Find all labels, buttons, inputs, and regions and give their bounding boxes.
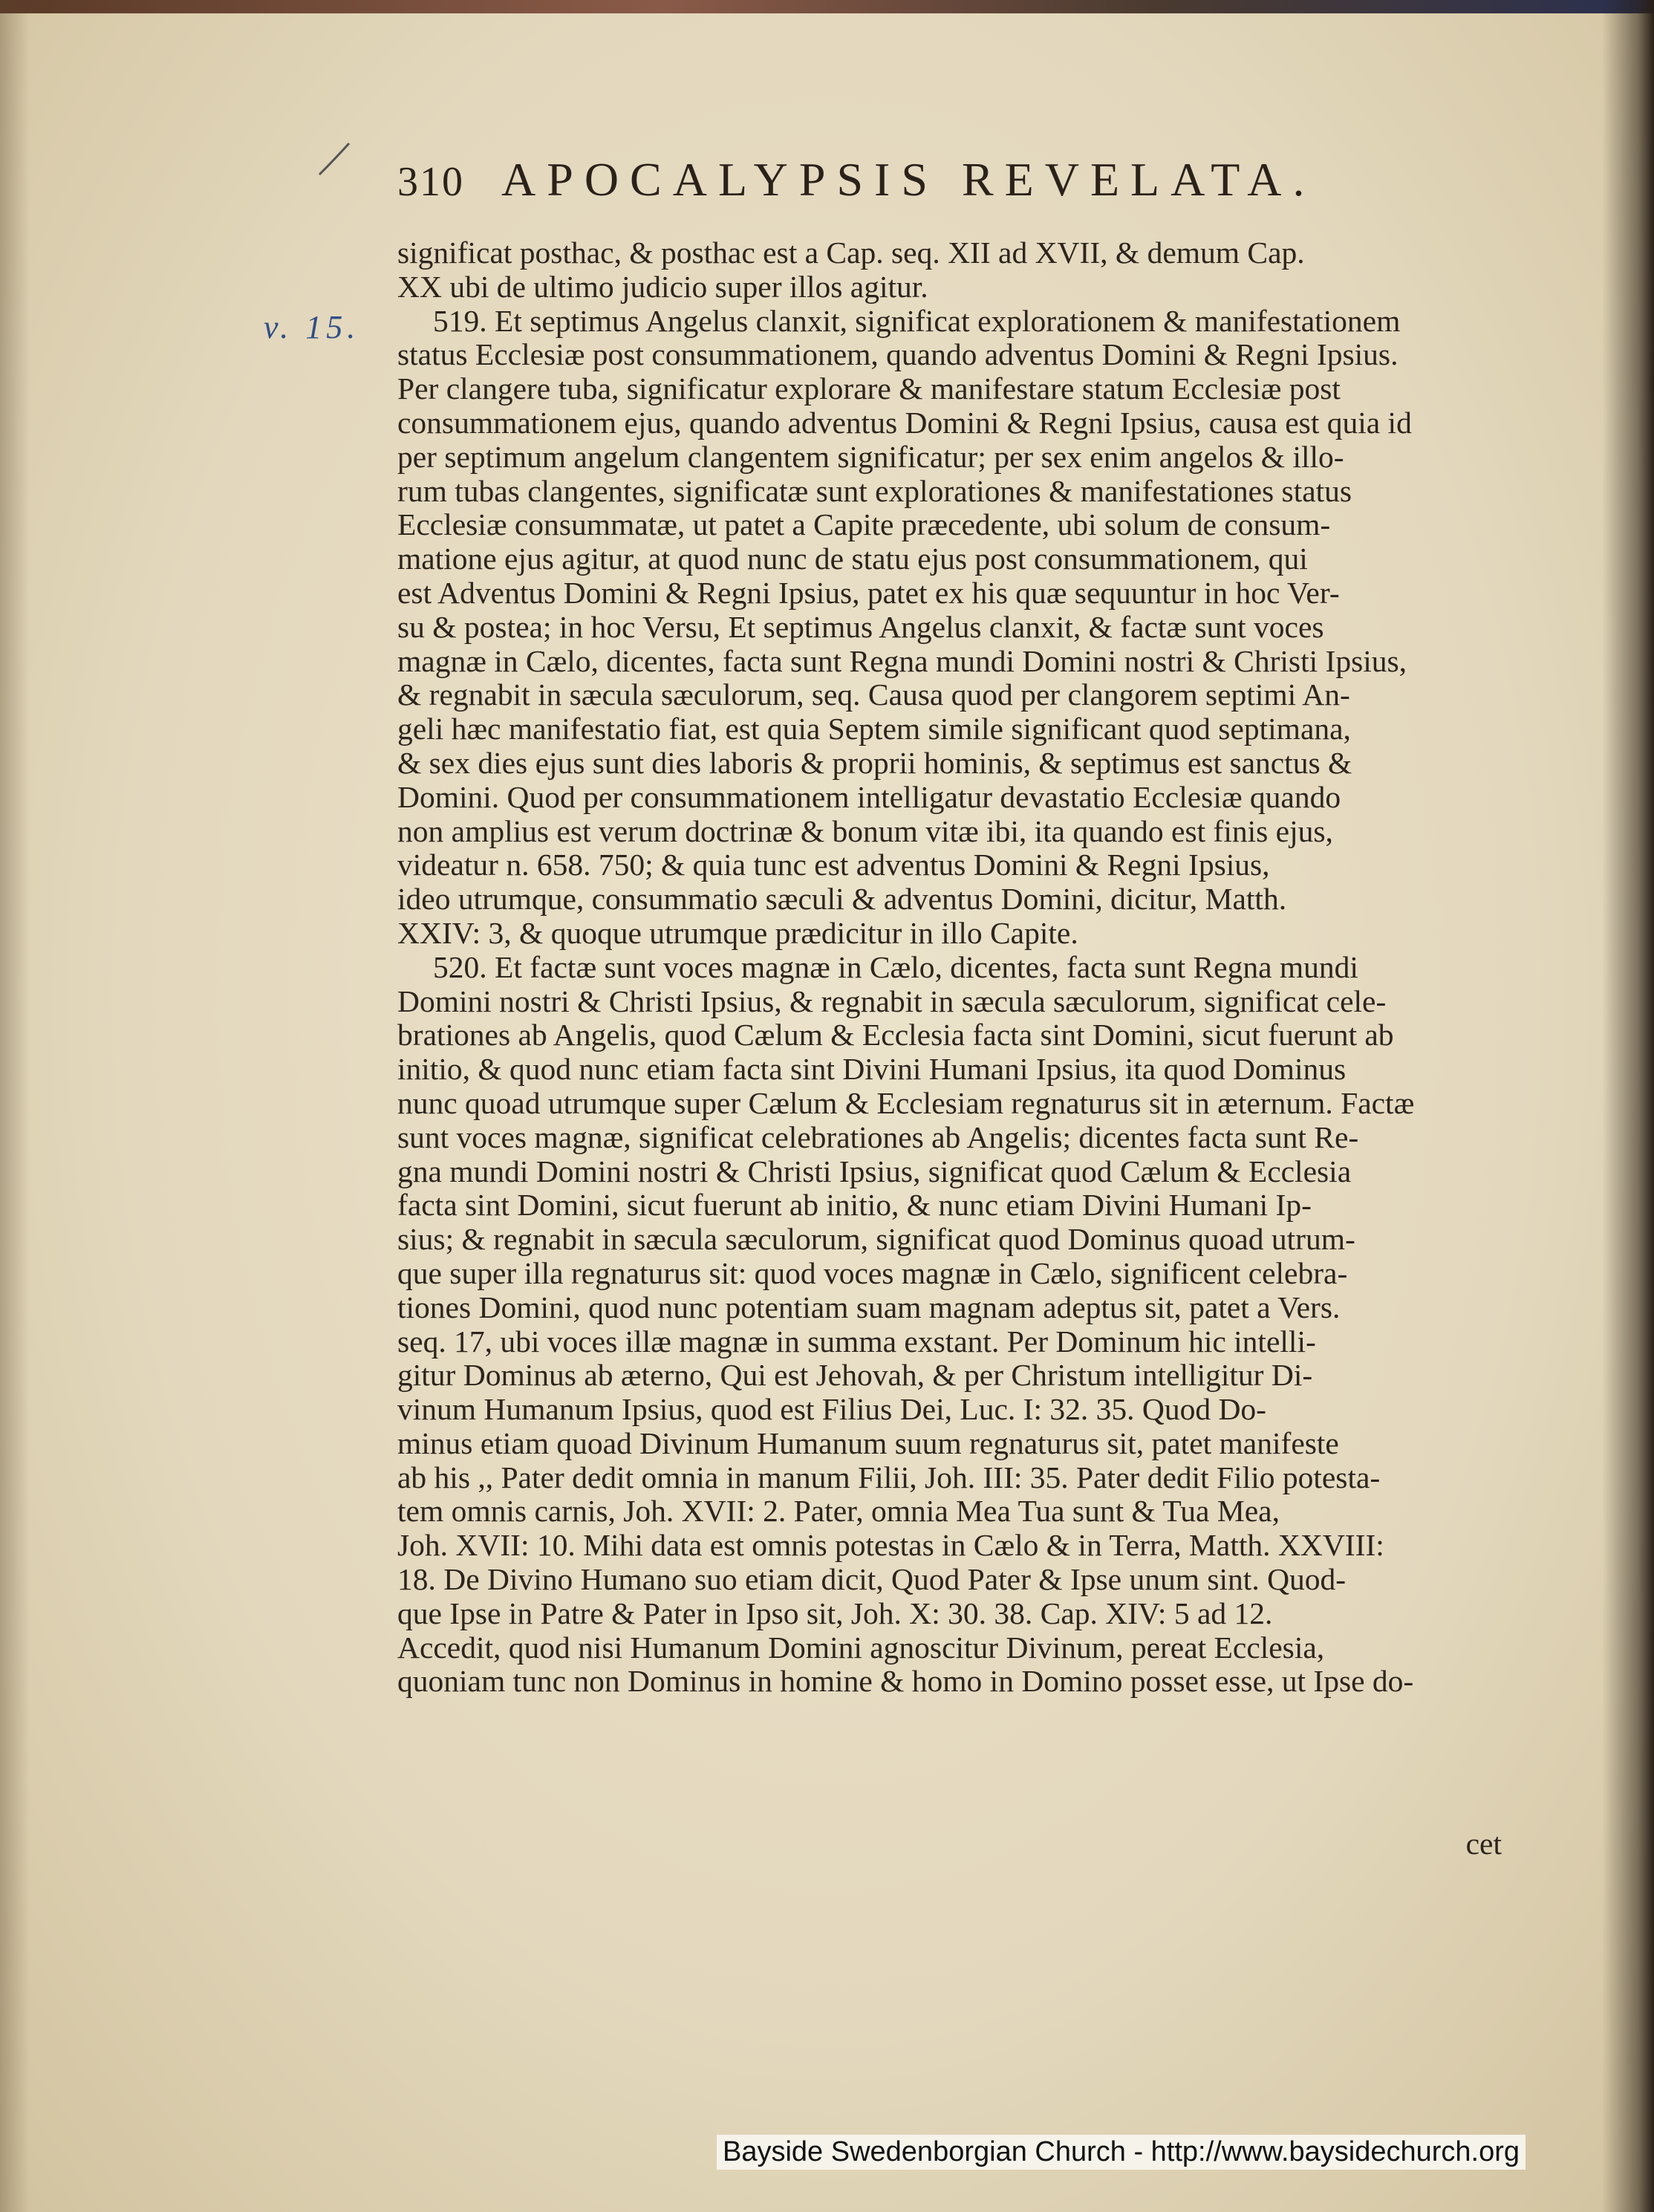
handwritten-margin-note: v. 15. — [264, 309, 360, 345]
text-line: seq. 17, ubi voces illæ magnæ in summa exstant. Per Dominum hic intelli- — [397, 1324, 1316, 1359]
text-line: geli hæc manifestatio fiat, est quia Septem simile significant quod septimana, — [397, 712, 1351, 746]
text-line: Joh. XVII: 10. Mihi data est omnis potestas in Cælo & in Terra, Matth. XXVIII: — [397, 1528, 1384, 1563]
text-line: 18. De Divino Humano suo etiam dicit, Quod Pater & Ipse unum sint. Quod- — [397, 1562, 1347, 1597]
text-line: initio, & quod nunc etiam facta sint Divini Humani Ipsius, ita quod Dominus — [397, 1052, 1347, 1087]
text-line: matione ejus agitur, at quod nunc de statu ejus post consummationem, qui — [397, 541, 1308, 576]
catchword: cet — [1465, 1826, 1502, 1861]
text-line: videatur n. 658. 750; & quia tunc est adventus Domini & Regni Ipsius, — [397, 848, 1270, 882]
text-line: sunt voces magnæ, significat celebrationes ab Angelis; dicentes facta sunt Re- — [397, 1119, 1359, 1154]
text-line: Per clangere tuba, significatur explorare & manifestare statum Ecclesiæ post — [397, 371, 1341, 406]
text-line: non amplius est verum doctrinæ & bonum vitæ ibi, ita quando est finis ejus, — [397, 813, 1333, 848]
text-line: facta sint Domini, sicut fuerunt ab initio, & nunc etiam Divini Humani Ip- — [397, 1188, 1312, 1223]
text-line: tiones Domini, quod nunc potentiam suam magnam adeptus sit, patet a Vers. — [397, 1289, 1341, 1324]
text-line: Ecclesiæ consummatæ, ut patet a Capite præcedente, ubi solum de consum- — [397, 507, 1331, 542]
text-line: minus etiam quoad Divinum Humanum suum regnaturus sit, patet manifeste — [397, 1425, 1339, 1460]
text-line: significat posthac, & posthac est a Cap. seq. XII ad XVII, & demum Cap. — [397, 235, 1305, 270]
text-line: su & postea; in hoc Versu, Et septimus Angelus clanxit, & factæ sunt voces — [397, 609, 1324, 644]
text-line: quoniam tunc non Dominus in homine & homo in Domino posset esse, ut Ipse do- — [397, 1664, 1414, 1699]
body-text — [397, 236, 1497, 1699]
running-title: APOCALYPSIS REVELATA. — [501, 153, 1316, 206]
text-line: XX ubi de ultimo judicio super illos agitur. — [397, 269, 928, 304]
text-line: 519. Et septimus Angelus clanxit, significat explorationem & manifestationem — [433, 303, 1401, 338]
text-line: consummationem ejus, quando adventus Domini & Regni Ipsius, causa est quia id — [397, 405, 1412, 440]
text-line: per septimum angelum clangentem significatur; per sex enim angelos & illo- — [397, 439, 1344, 474]
text-line: & sex dies ejus sunt dies laboris & proprii hominis, & septimus est sanctus & — [397, 745, 1352, 780]
text-line: vinum Humanum Ipsius, quod est Filius Dei, Luc. I: 32. 35. Quod Do- — [397, 1392, 1267, 1427]
text-line: que Ipse in Patre & Pater in Ipso sit, Joh. X: 30. 38. Cap. XIV: 5 ad 12. — [397, 1595, 1273, 1630]
pencil-mark-icon — [312, 137, 356, 182]
text-line: que super illa regnaturus sit: quod voces magnæ in Cælo, significent celebra- — [397, 1255, 1348, 1290]
page-number: 310 — [397, 159, 464, 205]
text-line: 520. Et factæ sunt voces magnæ in Cælo, dicentes, facta sunt Regna mundi — [433, 949, 1358, 984]
text-line: rum tubas clangentes, significatæ sunt explorationes & manifestationes status — [397, 473, 1352, 508]
text-line: magnæ in Cælo, dicentes, facta sunt Regna mundi Domini nostri & Christi Ipsius, — [397, 643, 1407, 678]
text-line: nunc quoad utrumque super Cælum & Ecclesiam regnaturus sit in æternum. Factæ — [397, 1085, 1415, 1120]
page-gutter-shadow — [0, 0, 30, 2212]
text-line: est Adventus Domini & Regni Ipsius, patet ex his quæ sequuntur in hoc Ver- — [397, 575, 1340, 610]
text-line: & regnabit in sæcula sæculorum, seq. Causa quod per clangorem septimi An- — [397, 677, 1350, 712]
text-line: Domini nostri & Christi Ipsius, & regnabit in sæcula sæculorum, significat cele- — [397, 983, 1387, 1018]
text-line: sius; & regnabit in sæcula sæculorum, significat quod Dominus quoad utrum- — [397, 1222, 1355, 1257]
text-line: gna mundi Domini nostri & Christi Ipsius, significat quod Cælum & Ecclesia — [397, 1154, 1352, 1188]
page-header — [397, 152, 1497, 219]
page-right-edge — [1602, 0, 1654, 2212]
text-line: XXIV: 3, & quoque utrumque prædicitur in illo Capite. — [397, 915, 1078, 950]
text-line: Domini. Quod per consummationem intelligatur devastatio Ecclesiæ quando — [397, 779, 1341, 814]
text-line: ideo utrumque, consummatio sæculi & adventus Domini, dicitur, Matth. — [397, 882, 1287, 917]
text-line: Accedit, quod nisi Humanum Domini agnoscitur Divinum, pereat Ecclesia, — [397, 1630, 1325, 1665]
text-line: ab his ,, Pater dedit omnia in manum Filii, Joh. III: 35. Pater dedit Filio potesta- — [397, 1460, 1381, 1494]
text-line: status Ecclesiæ post consummationem, quando adventus Domini & Regni Ipsius. — [397, 337, 1399, 372]
text-line: gitur Dominus ab æterno, Qui est Jehovah, & per Christum intelligitur Di- — [397, 1358, 1313, 1393]
text-line: tem omnis carnis, Joh. XVII: 2. Pater, omnia Mea Tua sunt & Tua Mea, — [397, 1494, 1280, 1529]
page-top-edge — [0, 0, 1654, 13]
text-line: brationes ab Angelis, quod Cælum & Ecclesia facta sint Domini, sicut fuerunt ab — [397, 1018, 1394, 1053]
source-watermark: Bayside Swedenborgian Church - http://www.baysidechurch.org — [717, 2135, 1526, 2170]
